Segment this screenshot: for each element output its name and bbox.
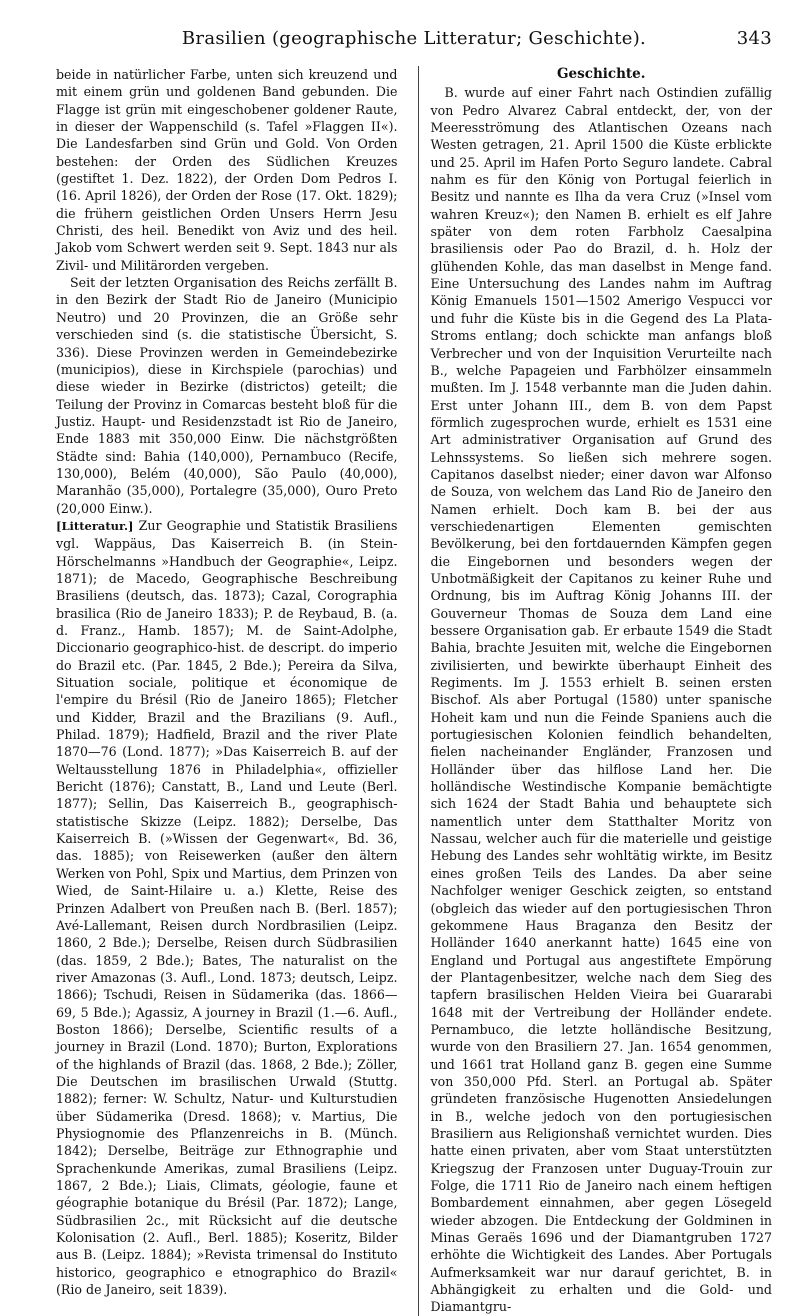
page-number: 343	[736, 28, 772, 49]
paragraph-literature	[56, 517, 398, 1298]
left-column	[56, 66, 402, 1316]
paragraph-emblems-orders: beide in natürlicher Farbe, unten sich kreuzend und mit einem grün und goldenen Band gebunden. Die Flagge ist grün mit eingeschobener goldener Raute, in dieser der Wappenschild (s. Tafel »Flaggen II«). Die Landesfarben sind Grün und Gold. Von Orden bestehen: der Orden des Südlichen Kreuzes (gestiftet 1. Dez. 1822), der Orden Dom Pedros I. (16. April 1826), der Orden der Rose (17. Okt. 1829); die frühern geistlichen Orden Unsers Herrn Jesu Christi, des heil. Benedikt von Aviz und des heil. Jakob vom Schwert werden seit 9. Sept. 1843 nur als Zivil- und Militärorden vergeben.	[56, 67, 398, 273]
literature-label: [Litteratur.]	[56, 518, 134, 533]
text-columns	[56, 66, 772, 1316]
literature-text: Zur Geographie und Statistik Brasiliens vgl. Wappäus, Das Kaiserreich B. (in Stein-Hörschelmanns »Handbuch der Geographie«, Leipz. 1871); de Macedo, Geographische Beschreibung Brasiliens (deutsch, das. 1873); Cazal, Corographia brasilica (Rio de Janeiro 1833); P. de Reybaud, B. (a. d. Franz., Hamb. 1857); M. de Saint-Adolphe, Diccionario geographico-hist. de descript. do imperio do Brazil etc. (Par. 1845, 2 Bde.); Pereira da Silva, Situation sociale, politique et économique de l'empire du Brésil (Rio de Janeiro 1865); Fletcher und Kidder, Brazil and the Brazilians (9. Aufl., Philad. 1879); Hadfield, Brazil and the river Plate 1870—76 (Lond. 1877); »Das Kaiserreich B. auf der Weltausstellung 1876 in Philadelphia«, offizieller Bericht (1876); Canstatt, B., Land und Leute (Berl. 1877); Sellin, Das Kaiserreich B., geographisch-statistische Skizze (Leipz. 1882); Derselbe, Das Kaiserreich B. (»Wissen der Gegenwart«, Bd. 36, das. 1885); von Reisewerken (außer den ältern Werken von Pohl, Spix und Martius, dem Prinzen von Wied, de Saint-Hilaire u. a.) Klette, Reise des Prinzen Adalbert von Preußen nach B. (Berl. 1857); Avé-Lallemant, Reisen durch Nordbrasilien (Leipz. 1860, 2 Bde.); Derselbe, Reisen durch Südbrasilien (das. 1859, 2 Bde.); Bates, The naturalist on the river Amazonas (3. Aufl., Lond. 1873; deutsch, Leipz. 1866); Tschudi, Reisen in Südamerika (das. 1866—69, 5 Bde.); Agassiz, A journey in Brazil (1.—6. Aufl., Boston 1866); Derselbe, Scientific results of a journey in Brazil (Lond. 1870); Burton, Explorations of the highlands of Brazil (das. 1868, 2 Bde.); Zöller, Die Deutschen im brasilischen Urwald (Stuttg. 1882); ferner: W. Schultz, Natur- und Kulturstudien über Südamerika (Dresd. 1868); v. Martius, Die Physiognomie des Pflanzenreichs in B. (Münch. 1842); Derselbe, Beiträge zur Ethnographie und Sprachenkunde Amerikas, zumal Brasiliens (Leipz. 1867, 2 Bde.); Liais, Climats, géologie, faune et géographie botanique du Brésil (Par. 1872); Lange, Südbrasilien 2c., mit Rücksicht auf die deutsche Kolonisation (2. Aufl., Berl. 1885); Koseritz, Bilder aus B. (Leipz. 1884); »Revista trimensal do Instituto historico, geographico e etnographico do Brazil« (Rio de Janeiro, seit 1839).	[56, 517, 398, 1298]
right-column	[418, 66, 773, 1316]
paragraph-history: B. wurde auf einer Fahrt nach Ostindien zufällig von Pedro Alvarez Cabral entdeckt, der, von der Meeresströmung des Atlantischen Ozeans nach Westen getragen, 21. April 1500 die Küste erblickte und 25. April im Hafen Porto Seguro landete. Cabral nahm es für den König von Portugal feierlich in Besitz und nannte es Ilha da vera Cruz (»Insel vom wahren Kreuz«); den Namen B. erhielt es elf Jahre später von dem roten Farbholz Caesalpina brasiliensis oder Pao do Brazil, d. h. Holz der glühenden Kohle, das man daselbst in Menge fand. Eine Untersuchung des Landes nahm im Auftrag König Emanuels 1501—1502 Amerigo Vespucci vor und fuhr die Küste bis in die Gegend des La Plata-Stroms entlang; doch schickte man anfangs bloß Verbrecher und von der Inquisition Verurteilte nach B., welche Papageien und Farbhölzer einsammeln mußten. Im J. 1548 verbannte man die Juden dahin. Erst unter Johann III., dem B. von dem Papst förmlich zugesprochen wurde, erhielt es 1531 eine Art administrativer Organisation auf Grund des Lehnssystems. So ließen sich mehrere sogen. Capitanos daselbst nieder; einer davon war Alfonso de Souza, von welchem das Land Rio de Janeiro den Namen erhielt. Doch kam B. bei der aus verschiedenartigen Elementen gemischten Bevölkerung, bei den fortdauernden Kämpfen gegen die Eingebornen und besonders wegen der Unbotmäßigkeit der Capitanos zu keiner Ruhe und Ordnung, bis im Auftrag König Johanns III. der Gouverneur Thomas de Souza dem Land eine bessere Organisation gab. Er erbaute 1549 die Stadt Bahia, brachte Jesuiten mit, welche die Eingebornen zivilisierten, und bewirkte überhaupt Einheit des Regiments. Im J. 1553 erhielt B. seinen ersten Bischof. Als aber Portugal (1580) unter spanische Hoheit kam und nun die Feinde Spaniens auch die portugiesischen Kolonien feindlich behandelten, fielen nacheinander Engländer, Franzosen und Holländer über das hilflose Land her. Die holländische Westindische Kompanie bemächtigte sich 1624 der Stadt Bahia und behauptete sich namentlich unter dem Statthalter Moritz von Nassau, welcher auch für die materielle und geistige Hebung des Landes sehr wohltätig wirkte, im Besitz eines großen Teils des Landes. Da aber seine Nachfolger weniger Geschick zeigten, so entstand (obgleich das wieder auf den portugiesischen Thron gekommene Haus Braganza den Besitz der Holländer 1640 anerkannt hatte) 1645 eine von England und Portugal aus angestiftete Empörung der Plantagenbesitzer, welche nach dem Sieg des tapfern brasilischen Helden Vieira bei Guararabi 1648 mit der Vertreibung der Holländer endete. Pernambuco, die letzte holländische Besitzung, wurde von den Brasiliern 27. Jan. 1654 genommen, und 1661 trat Holland ganz B. gegen eine Summe von 350,000 Pfd. Sterl. an Portugal ab. Später gründeten französische Hugenotten Ansiedelungen in B., welche jedoch von den portugiesischen Brasiliern aus Religionshaß vernichtet wurden. Dies hatte einen privaten, aber vom Staat unterstützten Kriegszug der Franzosen unter Duguay-Trouin zur Folge, die 1711 Rio de Janeiro nach einem heftigen Bombardement einnahmen, aber gegen Lösegeld wieder abzogen. Die Entdeckung der Goldminen in Minas Geraës 1696 und der Diamantgruben 1727 erhöhte die Wichtigkeit des Landes. Aber Portugals Aufmerksamkeit war nur darauf gerichtet, B. in Abhängigkeit zu erhalten und die Gold- und Diamantgru-	[430, 85, 772, 1315]
running-header	[56, 28, 772, 58]
paragraph-administration: Seit der letzten Organisation des Reichs zerfällt B. in den Bezirk der Stadt Rio de Janeiro (Municipio Neutro) und 20 Provinzen, die an Größe sehr verschieden sind (s. die statistische Übersicht, S. 336). Diese Provinzen werden in Gemeindebezirke (municipios), diese in Kirchspiele (parochias) und diese wieder in Bezirke (districtos) geteilt; die Teilung der Provinz in Comarcas besteht bloß für die Justiz. Haupt- und Residenzstadt ist Rio de Janeiro, Ende 1883 mit 350,000 Einw. Die nächstgrößten Städte sind: Bahia (140,000), Pernambuco (Recife, 130,000), Belém (40,000), São Paulo (40,000), Maranhão (35,000), Portalegre (35,000), Ouro Preto (20,000 Einw.).	[56, 275, 398, 516]
header-title: Brasilien (geographische Litteratur; Geschichte).	[181, 28, 647, 49]
section-heading-history: Geschichte.	[557, 66, 646, 82]
